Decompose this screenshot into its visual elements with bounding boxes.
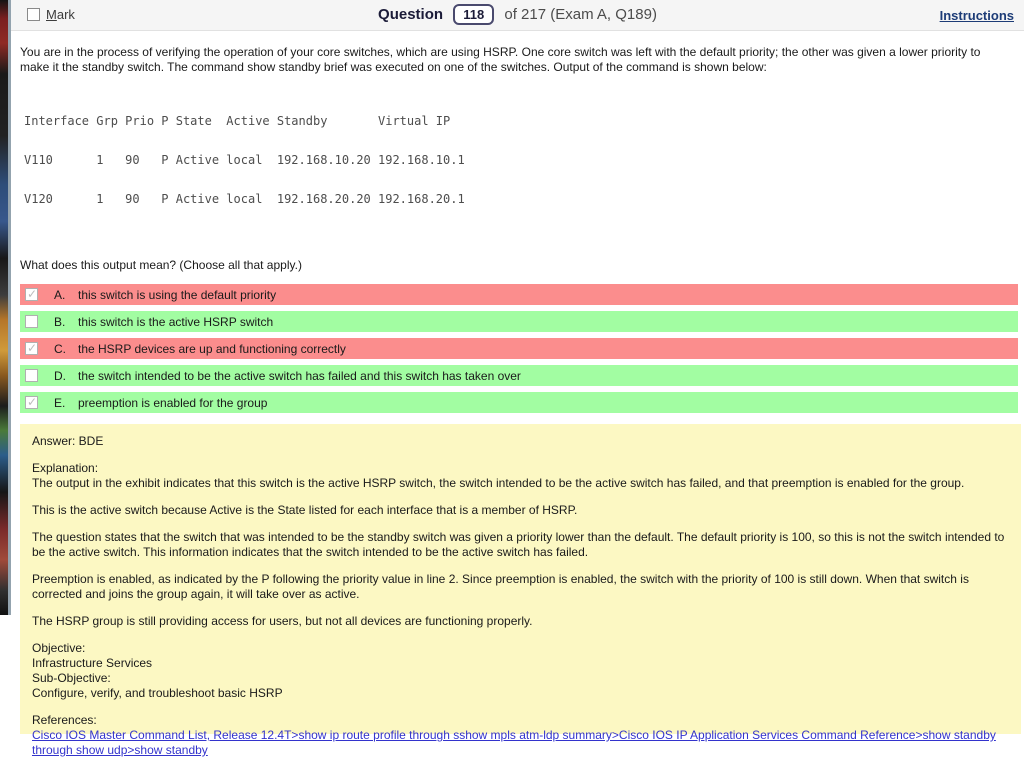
option-a-checkbox[interactable] [25, 288, 38, 301]
answer-options [20, 284, 1016, 413]
option-d-checkbox[interactable] [25, 369, 38, 382]
exam-window [11, 0, 1024, 757]
question-content [11, 31, 1024, 757]
question-total: of 217 (Exam A, Q189) [504, 6, 657, 23]
command-output-block [24, 89, 1016, 232]
option-letter: E. [54, 395, 66, 410]
explanation-label: Explanation: [32, 461, 99, 475]
instructions-link[interactable]: Instructions [939, 8, 1014, 23]
explanation-paragraph: This is the active switch because Active is the State listed for each interface that is a member of HSRP. [32, 503, 578, 517]
option-letter: B. [54, 314, 66, 329]
question-counter [11, 4, 1024, 25]
option-row-e[interactable] [20, 392, 1018, 413]
option-row-b[interactable] [20, 311, 1018, 332]
option-text: this switch is the active HSRP switch [78, 314, 274, 329]
option-letter: A. [54, 287, 66, 302]
option-letter: D. [54, 368, 66, 383]
option-c-checkbox[interactable] [25, 342, 38, 355]
question-number-input[interactable]: 118 [453, 4, 494, 25]
explanation-paragraph: The output in the exhibit indicates that this switch is the active HSRP switch, the switch intended to be the active switch has failed, and that preemption is enabled for the group. [32, 476, 965, 490]
console-line: V120 1 90 P Active local 192.168.20.20 192.168.20.1 [24, 192, 465, 206]
option-row-d[interactable] [20, 365, 1018, 386]
option-letter: C. [54, 341, 66, 356]
objective-label: Objective: [32, 641, 86, 655]
option-b-checkbox[interactable] [25, 315, 38, 328]
references-label: References: [32, 713, 97, 727]
option-row-a[interactable] [20, 284, 1018, 305]
explanation-paragraph: The HSRP group is still providing access for users, but not all devices are functioning properly. [32, 614, 533, 628]
reference-link[interactable]: Cisco IOS Master Command List, Release 12.4T>show ip route profile through sshow mpls atm-ldp summary>Cisco IOS IP Application Services Command Reference>show standby through show udp>show standby [32, 728, 996, 757]
console-line: Interface Grp Prio P State Active Standby Virtual IP [24, 114, 451, 128]
objective-value: Infrastructure Services [32, 656, 153, 670]
sub-objective-value: Configure, verify, and troubleshoot basic HSRP [32, 686, 283, 700]
option-e-checkbox[interactable] [25, 396, 38, 409]
question-text: You are in the process of verifying the operation of your core switches, which are using HSRP. One core switch was left with the default priority; the other was given a lower priority to make it the standby switch. The command show standby brief was executed on one of the switches. Output of the command is shown below: [20, 45, 981, 74]
question-label: Question [378, 6, 444, 23]
mark-label: Mark [46, 7, 75, 22]
option-text: this switch is using the default priority [78, 287, 277, 302]
explanation-panel [20, 424, 1021, 757]
sub-objective-label: Sub-Objective: [32, 671, 111, 685]
option-row-c[interactable] [20, 338, 1018, 359]
question-prompt: What does this output mean? (Choose all that apply.) [20, 258, 302, 272]
console-line: V110 1 90 P Active local 192.168.10.20 192.168.10.1 [24, 153, 465, 167]
explanation-paragraph: The question states that the switch that was intended to be the standby switch was given a priority lower than the default. The default priority is 100, so this is not the switch intended to be the active switch. This information indicates that the switch intended to be the active switch has failed. [32, 530, 1005, 559]
answer-line: Answer: BDE [32, 434, 104, 448]
explanation-paragraph: Preemption is enabled, as indicated by the P following the priority value in line 2. Since preemption is enabled, the switch with the priority of 100 is still down. When that switch is corrected and joins the group again, it will take over as active. [32, 572, 969, 601]
option-text: preemption is enabled for the group [78, 395, 268, 410]
desktop-background-sliver [0, 0, 8, 615]
question-header-bar [11, 0, 1024, 31]
option-text: the switch intended to be the active switch has failed and this switch has taken over [78, 368, 521, 383]
option-text: the HSRP devices are up and functioning correctly [78, 341, 346, 356]
